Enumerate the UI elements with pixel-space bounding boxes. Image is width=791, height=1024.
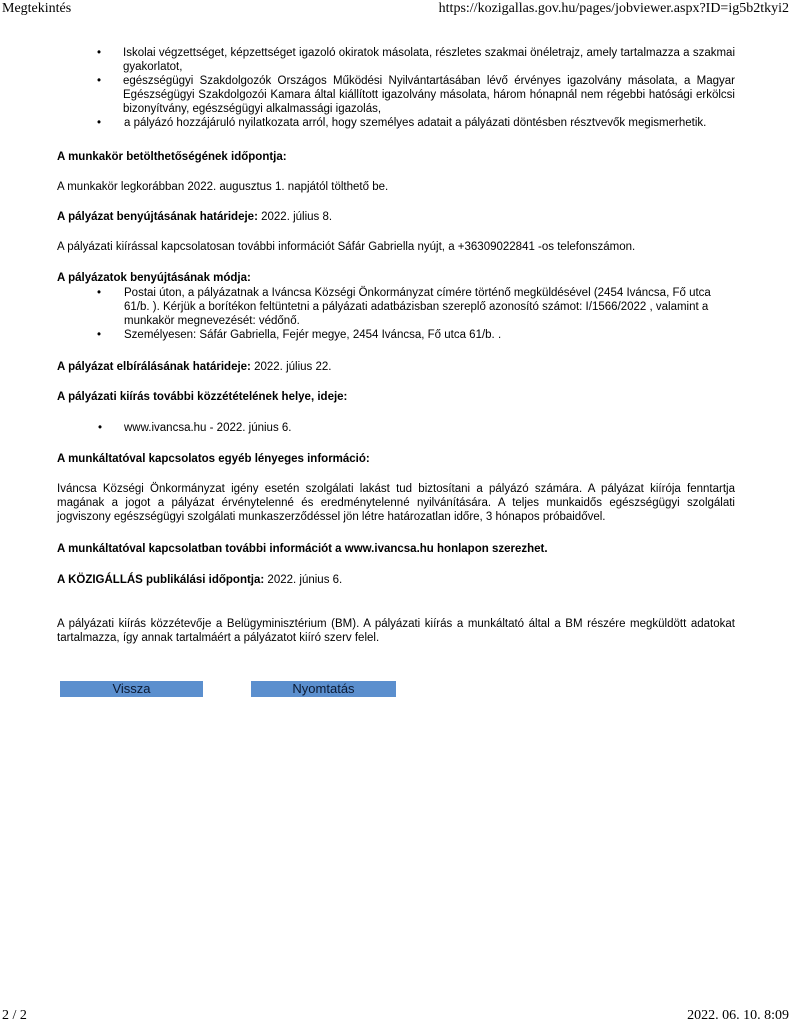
disclaimer: A pályázati kiírás közzétevője a Belügyminisztérium (BM). A pályázati kiírás a munkáltató által a BM részére megküldött adatokat tartalmazza, így annak tartalmáért a pályázatot kiíró szerv felel. [57,618,735,644]
page-number: 2 / 2 [2,1008,27,1023]
contact-info: A pályázati kiírással kapcsolatosan további információt Sáfár Gabriella nyújt, a +36309022841 -os telefonszámon. [57,241,636,253]
publication-list [57,421,735,435]
list-item: • Személyesen: Sáfár Gabriella, Fejér megye, 2454 Iváncsa, Fő utca 61/b. . [97,329,502,341]
start-date-heading: A munkakör betölthetőségének időpontja: [57,151,287,163]
job-posting-content [57,46,735,645]
start-date-text: A munkakör legkorábban 2022. augusztus 1. napjától tölthető be. [57,181,389,193]
back-button[interactable]: Vissza [60,681,203,697]
employer-info-heading: A munkáltatóval kapcsolatos egyéb lényeges információ: [57,453,370,465]
page-title: Megtekintés [2,1,72,16]
publication-date: A KÖZIGÁLLÁS publikálási időpontja: 2022. június 6. [57,574,343,586]
list-item: • egészségügyi Szakdolgozók Országos Működési Nyilvántartásában lévő érvényes igazolvány másolata, a Magyar Egészségügyi Szakdolgozói Kamara által kiállított igazolvány másolata, három hónapnál nem régebbi hatósági erkölcsi bizonyítvány, egészségügyi alkalmassági igazolás, [97,75,735,115]
publication-heading: A pályázati kiírás további közzétételének helye, ideje: [57,391,348,403]
page-url: https://kozigallas.gov.hu/pages/jobviewer.aspx?ID=ig5b2tkyi2 [438,1,789,16]
requirements-list [57,46,735,130]
list-item: • a pályázó hozzájáruló nyilatkozata arról, hogy személyes adatait a pályázati döntésben résztvevők megismerhetik. [97,117,707,129]
submission-list [57,286,735,342]
print-datetime: 2022. 06. 10. 8:09 [687,1008,789,1023]
employer-info-text: Iváncsa Községi Önkormányzat igény esetén szolgálati lakást tud biztosítani a pályázó számára. A pályázat kiírója fenntartja magának a jogot a pályázat érvénytelenné és eredménytelenné nyilvánítására. A teljes munkaidős egészségügyi szolgálati jogviszony egészségügyi szolgálati munkaszerződéssel jön létre határozatlan időre, 3 hónapos próbaidővel. [57,483,735,523]
list-item: • Iskolai végzettséget, képzettséget igazoló okiratok másolata, részletes szakmai önéletrajz, amely tartalmazza a szakmai gyakorlatot, [97,47,735,73]
evaluation-deadline: A pályázat elbírálásának határideje: 2022. július 22. [57,361,332,373]
print-button[interactable]: Nyomtatás [251,681,396,697]
list-item: • www.ivancsa.hu - 2022. június 6. [98,422,292,434]
submission-heading: A pályázatok benyújtásának módja: [57,272,251,284]
more-info: A munkáltatóval kapcsolatban további információt a www.ivancsa.hu honlapon szerezhet. [57,543,548,555]
list-item: • Postai úton, a pályázatnak a Iváncsa Községi Önkormányzat címére történő megküldésével (2454 Iváncsa, Fő utca 61/b. ). Kérjük a borítékon feltüntetni a pályázati adatbázisban szereplő azonosító számot: I/1566/2022 , valamint a munkakör megnevezését: védőnő. [97,287,711,327]
deadline: A pályázat benyújtásának határideje: 2022. július 8. [57,211,333,223]
